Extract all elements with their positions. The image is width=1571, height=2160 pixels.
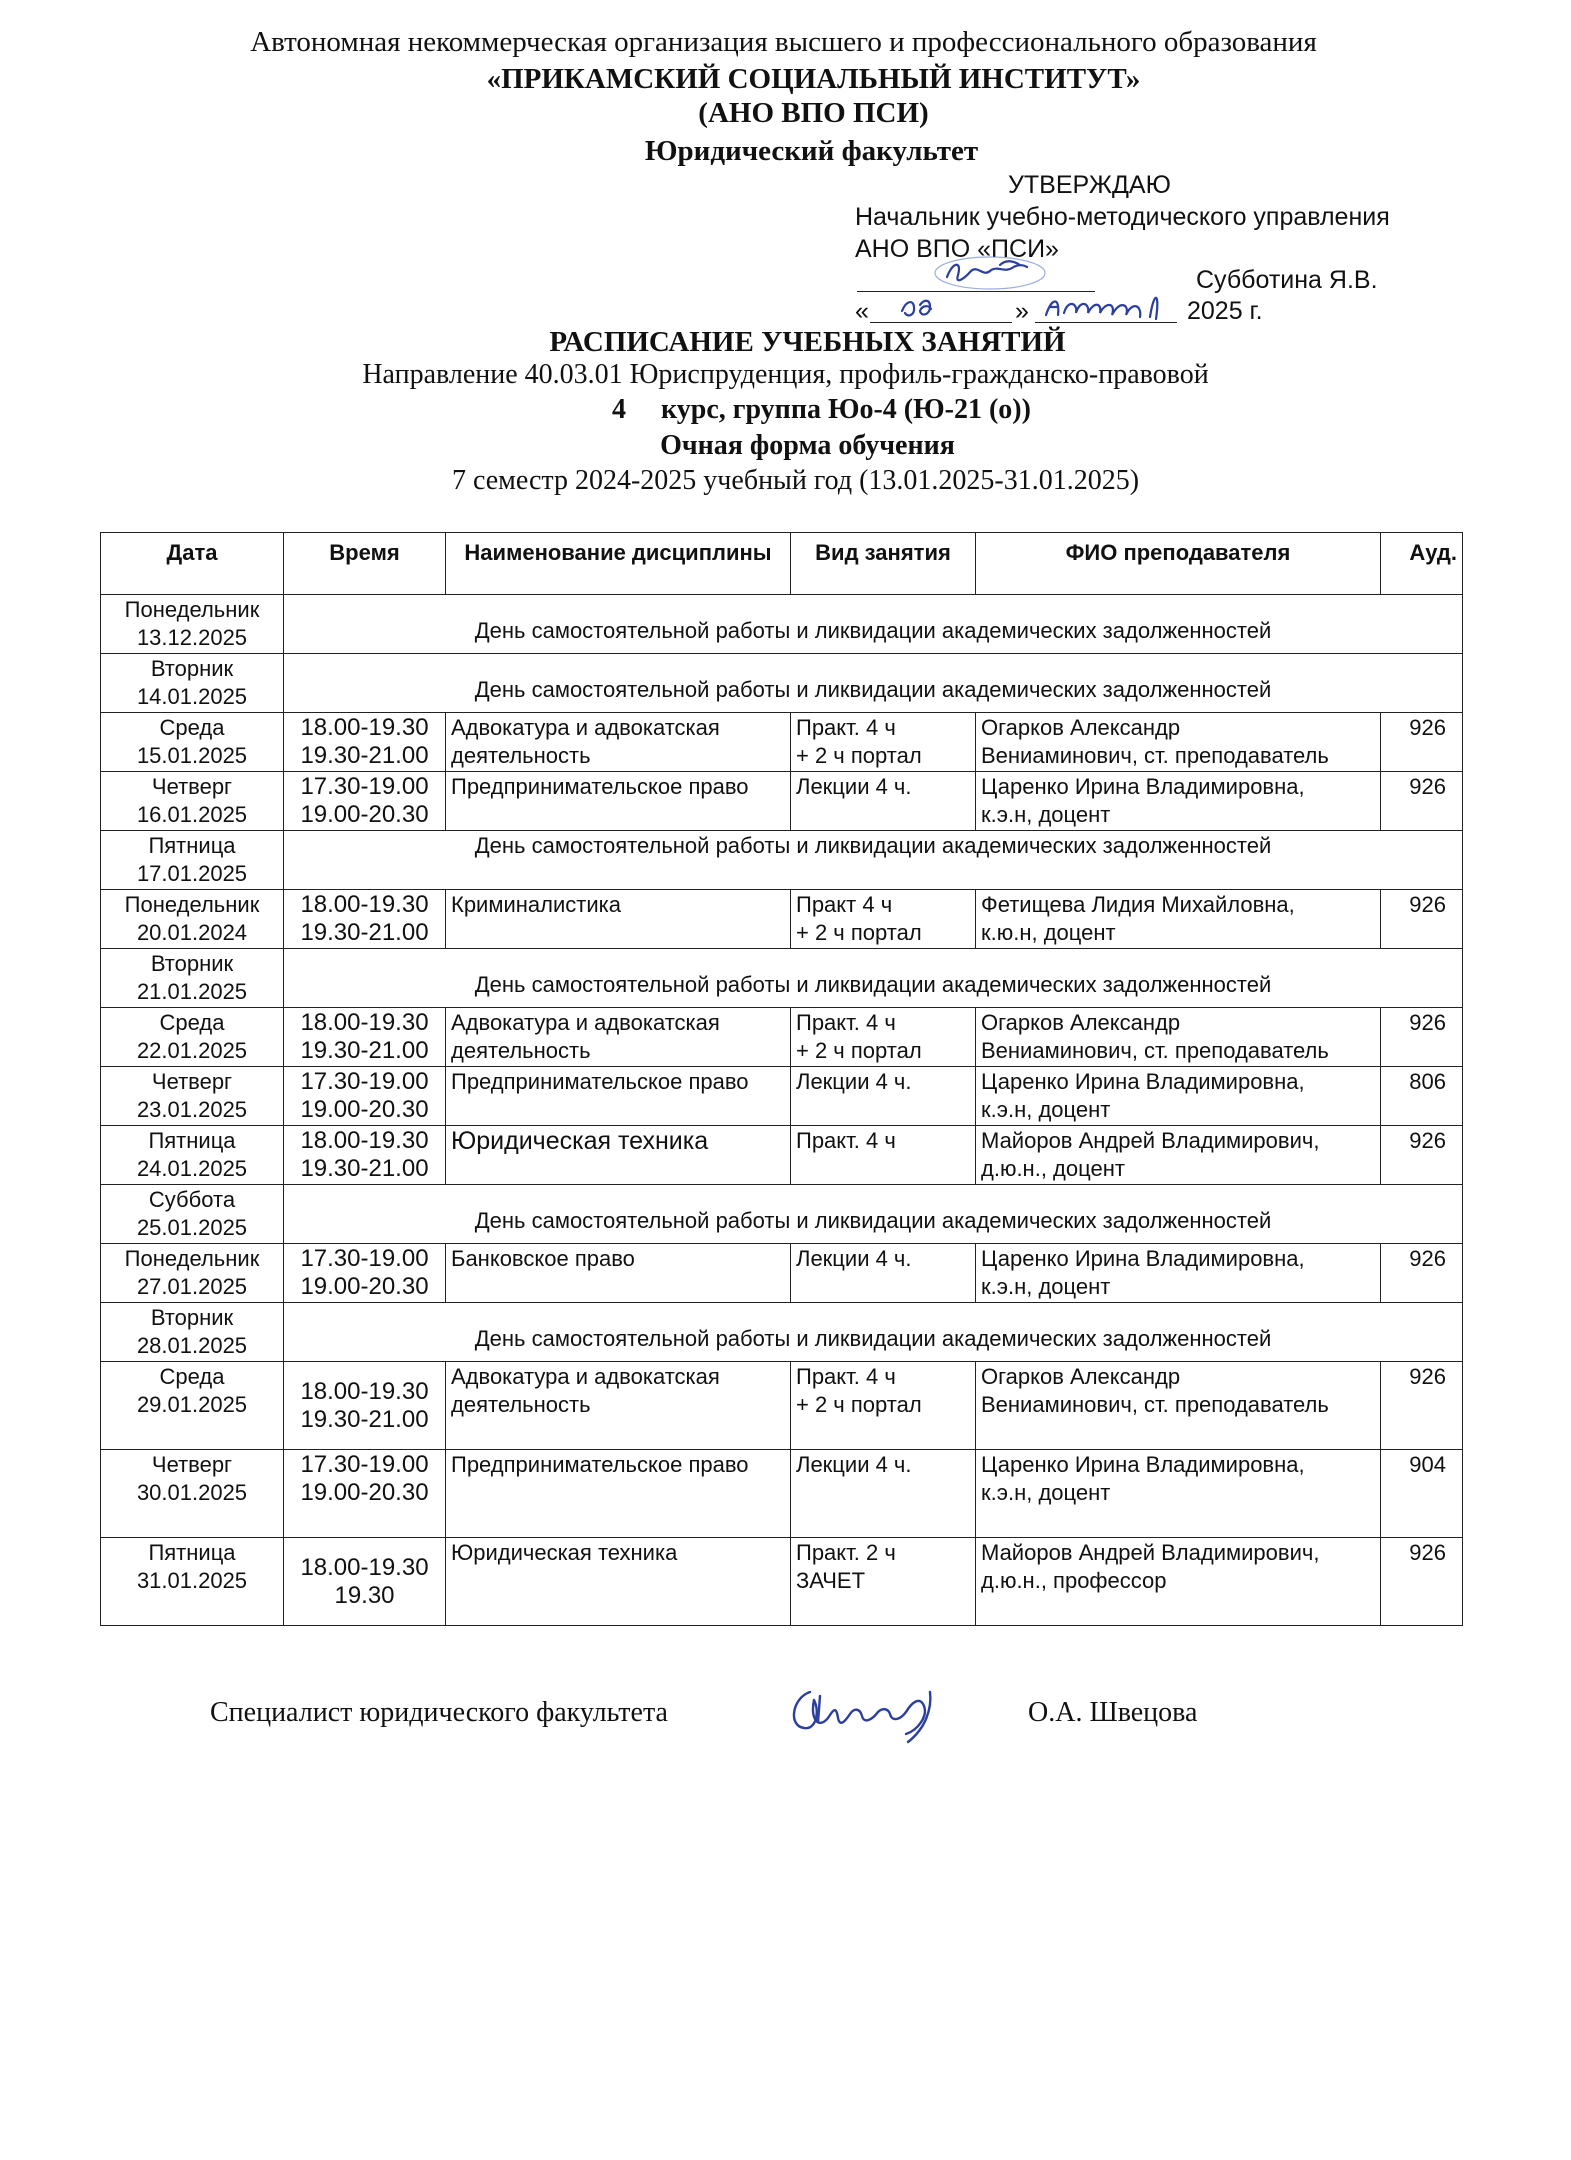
- weekday: Пятница: [148, 1128, 236, 1153]
- institute-name: «ПРИКАМСКИЙ СОЦИАЛЬНЫЙ ИНСТИТУТ»: [486, 63, 1141, 95]
- date: 27.01.2025: [136, 1274, 248, 1299]
- self-study-day-cell: День самостоятельной работы и ликвидации академических задолженностей: [284, 1303, 1463, 1362]
- lesson-type: Практ. 4 ч: [796, 1010, 896, 1035]
- teacher-cell: [976, 1008, 1381, 1067]
- discipline-cell: Адвокатура и адвокатская деятельность: [446, 713, 791, 772]
- table-row: [101, 1244, 1463, 1303]
- approval-day-line: [870, 322, 1012, 323]
- approval-signer-name: Субботина Я.В.: [1196, 266, 1378, 294]
- discipline-cell: Банковское право: [446, 1244, 791, 1303]
- teacher-cell: [976, 1244, 1381, 1303]
- discipline-cell: Криминалистика: [446, 890, 791, 949]
- header-teacher: ФИО преподавателя: [976, 533, 1381, 595]
- table-row: [101, 1067, 1463, 1126]
- weekday: Среда: [159, 715, 225, 740]
- time-cell: [284, 1126, 446, 1185]
- teacher-cell: [976, 1450, 1381, 1538]
- date-cell: [101, 1362, 284, 1450]
- table-row: [101, 1185, 1463, 1244]
- time-cell: [284, 772, 446, 831]
- time-slot: 19.30: [334, 1582, 395, 1609]
- lesson-type-extra: + 2 ч портал: [796, 743, 922, 768]
- table-row: [101, 949, 1463, 1008]
- lesson-type-cell: [791, 1244, 976, 1303]
- approval-title: УТВЕРЖДАЮ: [1008, 171, 1171, 199]
- time-cell: [284, 713, 446, 772]
- date-cell: [101, 1067, 284, 1126]
- header-discipline: Наименование дисциплины: [446, 533, 791, 595]
- time-slot: 19.30-21.00: [300, 1406, 429, 1433]
- self-study-day-cell: День самостоятельной работы и ликвидации академических задолженностей: [284, 831, 1463, 890]
- lesson-type: Лекции 4 ч.: [796, 1246, 912, 1271]
- weekday: Вторник: [150, 951, 234, 976]
- discipline-cell: Предпринимательское право: [446, 772, 791, 831]
- time-cell: [284, 1538, 446, 1626]
- teacher-title: Вениаминович, ст. преподаватель: [981, 1392, 1329, 1417]
- discipline-cell: Предпринимательское право: [446, 1067, 791, 1126]
- header-time: Время: [284, 533, 446, 595]
- study-form: Очная форма обучения: [660, 430, 955, 461]
- table-row: [101, 831, 1463, 890]
- teacher-name: Царенко Ирина Владимировна,: [981, 774, 1305, 799]
- teacher-cell: [976, 1538, 1381, 1626]
- approval-day-quote-close: »: [1015, 297, 1029, 325]
- lesson-type-cell: [791, 890, 976, 949]
- date: 28.01.2025: [136, 1333, 248, 1358]
- time-slot: 19.30-21.00: [300, 1155, 429, 1182]
- date-cell: [101, 654, 284, 713]
- teacher-name: Майоров Андрей Владимирович,: [981, 1128, 1320, 1153]
- teacher-name: Царенко Ирина Владимировна,: [981, 1246, 1305, 1271]
- schedule-body: [101, 595, 1463, 1626]
- date: 21.01.2025: [136, 979, 248, 1004]
- lesson-type-cell: [791, 713, 976, 772]
- date-cell: [101, 1303, 284, 1362]
- specialist-signature: [780, 1678, 960, 1748]
- weekday: Пятница: [148, 833, 236, 858]
- time-slot: 17.30-19.00: [300, 1451, 429, 1478]
- time-slot: 18.00-19.30: [300, 1554, 429, 1581]
- room-cell: 926: [1381, 772, 1463, 831]
- teacher-cell: [976, 1362, 1381, 1450]
- date-cell: [101, 1244, 284, 1303]
- teacher-title: д.ю.н., доцент: [981, 1156, 1125, 1181]
- lesson-type-extra: + 2 ч портал: [796, 1392, 922, 1417]
- self-study-day-cell: День самостоятельной работы и ликвидации академических задолженностей: [284, 949, 1463, 1008]
- room-cell: 926: [1381, 890, 1463, 949]
- date: 22.01.2025: [136, 1038, 248, 1063]
- table-header-row: [101, 533, 1463, 595]
- time-cell: [284, 1450, 446, 1538]
- teacher-name: Царенко Ирина Владимировна,: [981, 1452, 1305, 1477]
- time-cell: [284, 890, 446, 949]
- weekday: Четверг: [151, 1069, 233, 1094]
- room-cell: 926: [1381, 1362, 1463, 1450]
- time-slot: 19.00-20.30: [300, 801, 429, 828]
- table-row: [101, 1450, 1463, 1538]
- weekday: Среда: [159, 1010, 225, 1035]
- teacher-title: Вениаминович, ст. преподаватель: [981, 743, 1329, 768]
- time-cell: [284, 1008, 446, 1067]
- time-slot: 18.00-19.30: [300, 714, 429, 741]
- self-study-day-cell: День самостоятельной работы и ликвидации академических задолженностей: [284, 1185, 1463, 1244]
- semester-period: 7 семестр 2024-2025 учебный год (13.01.2025-31.01.2025): [451, 465, 1140, 496]
- date-cell: [101, 1185, 284, 1244]
- time-slot: 18.00-19.30: [300, 1378, 429, 1405]
- lesson-type: Практ. 4 ч: [796, 1364, 896, 1389]
- teacher-name: Огарков Александр: [981, 715, 1181, 740]
- teacher-cell: [976, 772, 1381, 831]
- document-title: РАСПИСАНИЕ УЧЕБНЫХ ЗАНЯТИЙ: [549, 326, 1066, 358]
- course-group: 4 курс, группа Юо-4 (Ю-21 (о)): [612, 394, 1031, 425]
- date-cell: [101, 713, 284, 772]
- weekday: Понедельник: [124, 892, 260, 917]
- time-slot: 17.30-19.00: [300, 1068, 429, 1095]
- approval-organization: АНО ВПО «ПСИ»: [855, 235, 1059, 263]
- date-cell: [101, 1126, 284, 1185]
- discipline-cell: Адвокатура и адвокатская деятельность: [446, 1008, 791, 1067]
- date: 25.01.2025: [136, 1215, 248, 1240]
- teacher-name: Огарков Александр: [981, 1364, 1181, 1389]
- time-slot: 18.00-19.30: [300, 1127, 429, 1154]
- weekday: Понедельник: [124, 597, 260, 622]
- self-study-day-cell: День самостоятельной работы и ликвидации академических задолженностей: [284, 595, 1463, 654]
- teacher-name: Фетищева Лидия Михайловна,: [981, 892, 1295, 917]
- approval-signature-line: [857, 291, 1095, 292]
- discipline-cell: Юридическая техника: [446, 1538, 791, 1626]
- lesson-type-extra: ЗАЧЕТ: [796, 1568, 866, 1593]
- time-cell: [284, 1362, 446, 1450]
- time-slot: 18.00-19.30: [300, 891, 429, 918]
- time-slot: 17.30-19.00: [300, 773, 429, 800]
- room-cell: 904: [1381, 1450, 1463, 1538]
- date: 16.01.2025: [136, 802, 248, 827]
- date-cell: [101, 1538, 284, 1626]
- weekday: Вторник: [150, 656, 234, 681]
- date: 20.01.2024: [136, 920, 248, 945]
- date: 29.01.2025: [136, 1392, 248, 1417]
- date: 14.01.2025: [136, 684, 248, 709]
- lesson-type: Практ. 4 ч: [796, 715, 896, 740]
- teacher-cell: [976, 713, 1381, 772]
- weekday: Среда: [159, 1364, 225, 1389]
- faculty-name: Юридический факультет: [644, 135, 979, 167]
- teacher-name: Огарков Александр: [981, 1010, 1181, 1035]
- discipline-cell: Предпринимательское право: [446, 1450, 791, 1538]
- table-row: [101, 890, 1463, 949]
- date-cell: [101, 949, 284, 1008]
- lesson-type-cell: [791, 1362, 976, 1450]
- time-slot: 19.30-21.00: [300, 742, 429, 769]
- lesson-type-cell: [791, 1008, 976, 1067]
- time-slot: 19.30-21.00: [300, 919, 429, 946]
- table-row: [101, 1303, 1463, 1362]
- room-cell: 926: [1381, 1244, 1463, 1303]
- teacher-name: Майоров Андрей Владимирович,: [981, 1540, 1320, 1565]
- study-direction: Направление 40.03.01 Юриспруденция, профиль-гражданско-правовой: [362, 359, 1209, 390]
- table-row: [101, 772, 1463, 831]
- footer-signer-role: Специалист юридического факультета: [210, 1697, 668, 1728]
- time-slot: 19.30-21.00: [300, 1037, 429, 1064]
- weekday: Вторник: [150, 1305, 234, 1330]
- date-cell: [101, 1008, 284, 1067]
- lesson-type: Практ. 2 ч: [796, 1540, 896, 1565]
- lesson-type-cell: [791, 1538, 976, 1626]
- date: 13.12.2025: [136, 625, 248, 650]
- weekday: Суббота: [148, 1187, 236, 1212]
- self-study-day-cell: День самостоятельной работы и ликвидации академических задолженностей: [284, 654, 1463, 713]
- room-cell: 926: [1381, 1008, 1463, 1067]
- date: 30.01.2025: [136, 1480, 248, 1505]
- table-row: [101, 1362, 1463, 1450]
- date: 15.01.2025: [136, 743, 248, 768]
- teacher-name: Царенко Ирина Владимировна,: [981, 1069, 1305, 1094]
- date-cell: [101, 831, 284, 890]
- lesson-type: Практ. 4 ч: [796, 1128, 896, 1153]
- lesson-type: Лекции 4 ч.: [796, 774, 912, 799]
- time-slot: 17.30-19.00: [300, 1245, 429, 1272]
- teacher-cell: [976, 1126, 1381, 1185]
- weekday: Понедельник: [124, 1246, 260, 1271]
- institute-abbreviation: (АНО ВПО ПСИ): [698, 97, 929, 129]
- date: 17.01.2025: [136, 861, 248, 886]
- date: 23.01.2025: [136, 1097, 248, 1122]
- organization-line: Автономная некоммерческая организация высшего и профессионального образования: [250, 26, 1317, 58]
- date-cell: [101, 772, 284, 831]
- lesson-type-cell: [791, 1450, 976, 1538]
- schedule-table: [100, 532, 1463, 1626]
- time-cell: [284, 1244, 446, 1303]
- time-slot: 19.00-20.30: [300, 1273, 429, 1300]
- room-cell: 926: [1381, 1126, 1463, 1185]
- lesson-type-extra: + 2 ч портал: [796, 920, 922, 945]
- weekday: Четверг: [151, 774, 233, 799]
- date: 31.01.2025: [136, 1568, 248, 1593]
- time-slot: 19.00-20.30: [300, 1479, 429, 1506]
- approval-role: Начальник учебно-методического управления: [855, 203, 1390, 231]
- header-room: Ауд.: [1381, 533, 1463, 595]
- teacher-title: к.э.н, доцент: [981, 1480, 1111, 1505]
- lesson-type-cell: [791, 772, 976, 831]
- table-row: [101, 595, 1463, 654]
- date-cell: [101, 595, 284, 654]
- header-lesson-type: Вид занятия: [791, 533, 976, 595]
- lesson-type: Лекции 4 ч.: [796, 1069, 912, 1094]
- time-cell: [284, 1067, 446, 1126]
- approval-day-quote-open: «: [855, 297, 869, 325]
- lesson-type: Лекции 4 ч.: [796, 1452, 912, 1477]
- room-cell: 926: [1381, 713, 1463, 772]
- teacher-title: к.э.н, доцент: [981, 802, 1111, 827]
- time-slot: 19.00-20.30: [300, 1096, 429, 1123]
- teacher-title: к.э.н, доцент: [981, 1097, 1111, 1122]
- date-cell: [101, 1450, 284, 1538]
- table-row: [101, 654, 1463, 713]
- footer-signer-name: О.А. Швецова: [1028, 1697, 1198, 1728]
- date: 24.01.2025: [136, 1156, 248, 1181]
- date-cell: [101, 890, 284, 949]
- lesson-type-extra: + 2 ч портал: [796, 1038, 922, 1063]
- time-slot: 18.00-19.30: [300, 1009, 429, 1036]
- room-cell: 926: [1381, 1538, 1463, 1626]
- table-row: [101, 713, 1463, 772]
- weekday: Пятница: [148, 1540, 236, 1565]
- teacher-cell: [976, 1067, 1381, 1126]
- teacher-title: к.ю.н, доцент: [981, 920, 1116, 945]
- approval-month-line: [1035, 322, 1177, 323]
- approval-year: 2025 г.: [1187, 297, 1263, 325]
- table-row: [101, 1126, 1463, 1185]
- teacher-title: д.ю.н., профессор: [981, 1568, 1167, 1593]
- teacher-title: Вениаминович, ст. преподаватель: [981, 1038, 1329, 1063]
- lesson-type: Практ 4 ч: [796, 892, 893, 917]
- table-row: [101, 1538, 1463, 1626]
- weekday: Четверг: [151, 1452, 233, 1477]
- teacher-cell: [976, 890, 1381, 949]
- lesson-type-cell: [791, 1126, 976, 1185]
- header-date: Дата: [101, 533, 284, 595]
- room-cell: 806: [1381, 1067, 1463, 1126]
- table-row: [101, 1008, 1463, 1067]
- discipline-cell: Адвокатура и адвокатская деятельность: [446, 1362, 791, 1450]
- teacher-title: к.э.н, доцент: [981, 1274, 1111, 1299]
- discipline-cell: Юридическая техника: [446, 1126, 791, 1185]
- lesson-type-cell: [791, 1067, 976, 1126]
